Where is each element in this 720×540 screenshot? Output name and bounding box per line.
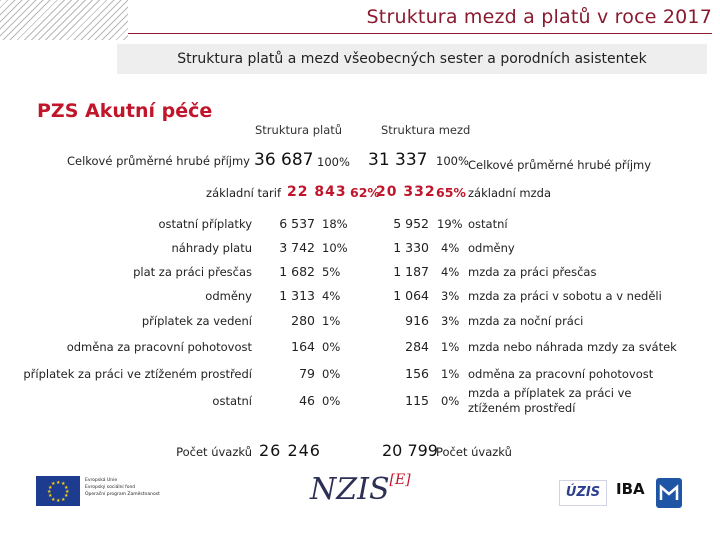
base-mzda-value: 20 332: [376, 184, 436, 200]
column-header-mzdy: Struktura mezd: [381, 123, 471, 137]
base-plat-value: 22 843: [287, 184, 347, 200]
row-right-label: mzda za práci přesčas: [468, 265, 597, 279]
row-right-label: mzda za práci v sobotu a v neděli: [468, 289, 662, 303]
row-plat-value: 3 742: [279, 240, 315, 255]
uzis-logo: ÚZIS: [559, 480, 607, 506]
row-mzda-value: 1 064: [393, 288, 429, 303]
university-logo: [656, 478, 682, 508]
iba-logo: IBA: [616, 480, 645, 498]
nzis-logo-text: NZIS: [310, 472, 390, 507]
row-right-label: mzda a příplatek za práci ve ztíženém prostředí: [468, 386, 632, 415]
total-label-left: Celkové průměrné hrubé příjmy: [66, 154, 250, 168]
eu-funding-text: [85, 477, 160, 498]
row-right-label: ostatní: [468, 217, 508, 231]
row-mzda-pct: 0%: [441, 394, 460, 408]
row-mzda-pct: 1%: [441, 340, 460, 354]
svg-text:★: ★: [48, 493, 53, 499]
row-plat-value: 280: [291, 313, 315, 328]
column-header-platy: Struktura platů: [255, 123, 343, 137]
row-left-label: odměny: [205, 289, 252, 303]
svg-text:★: ★: [51, 481, 56, 487]
section-title: PZS Akutní péče: [37, 100, 213, 122]
row-mzda-value: 5 952: [393, 216, 429, 231]
row-left-label: ostatní: [212, 394, 252, 408]
uvazky-mzda-value: 20 799: [382, 441, 438, 460]
row-plat-pct: 0%: [322, 394, 341, 408]
row-right-label: mzda nebo náhrada mzdy za svátek: [468, 340, 677, 354]
base-mzda-pct: 65%: [436, 185, 466, 200]
row-plat-value: 164: [291, 339, 315, 354]
row-mzda-value: 1 330: [393, 240, 429, 255]
row-plat-pct: 5%: [322, 265, 341, 279]
row-left-label: náhrady platu: [171, 241, 252, 255]
uvazky-plat-value: 26 246: [259, 441, 321, 460]
row-plat-value: 1 313: [279, 288, 315, 303]
total-label-right: Celkové průměrné hrubé příjmy: [468, 158, 652, 172]
uvazky-label-right: Počet úvazků: [436, 445, 512, 459]
uvazky-label-left: Počet úvazků: [176, 445, 252, 459]
slide-title: Struktura mezd a platů v roce 2017: [366, 6, 712, 28]
svg-text:★: ★: [65, 489, 70, 495]
row-left-label: odměna za pracovní pohotovost: [66, 340, 252, 354]
row-plat-value: 1 682: [279, 264, 315, 279]
nzis-logo: [310, 472, 411, 507]
row-plat-pct: 4%: [322, 289, 341, 303]
row-plat-pct: 0%: [322, 340, 341, 354]
row-plat-value: 79: [299, 366, 315, 381]
row-mzda-value: 1 187: [393, 264, 429, 279]
row-left-label: ostatní příplatky: [158, 217, 252, 231]
row-plat-pct: 1%: [322, 314, 341, 328]
svg-text:★: ★: [51, 497, 56, 503]
row-right-label: odměna za pracovní pohotovost: [468, 367, 654, 381]
row-plat-pct: 0%: [322, 367, 341, 381]
svg-text:★: ★: [61, 481, 66, 487]
svg-text:★: ★: [47, 489, 52, 495]
row-right-label: odměny: [468, 241, 515, 255]
svg-text:★: ★: [61, 497, 66, 503]
base-plat-pct: 62%: [350, 185, 380, 200]
total-mzda-value: 31 337: [368, 150, 428, 170]
row-plat-pct: 10%: [322, 241, 348, 255]
row-mzda-pct: 19%: [437, 217, 463, 231]
title-divider: [128, 33, 712, 34]
row-mzda-value: 115: [405, 393, 429, 408]
row-mzda-pct: 3%: [441, 289, 460, 303]
eu-line: Evropská Unie: [85, 478, 118, 483]
svg-text:★: ★: [56, 498, 61, 504]
total-plat-pct: 100%: [317, 155, 350, 169]
base-label-left: základní tarif: [206, 186, 281, 200]
row-mzda-value: 284: [405, 339, 429, 354]
svg-text:★: ★: [64, 493, 69, 499]
subtitle-bar: [117, 44, 707, 74]
svg-text:★: ★: [56, 480, 61, 486]
row-left-label: plat za práci přesčas: [133, 265, 252, 279]
eu-line: Operační program Zaměstnanost: [85, 492, 160, 497]
nzis-logo-sup: [E]: [389, 472, 411, 488]
eu-flag-logo: [36, 476, 80, 506]
eu-line: Evropský sociální fond: [85, 485, 136, 490]
svg-text:★: ★: [48, 485, 53, 491]
row-plat-value: 6 537: [279, 216, 315, 231]
row-plat-value: 46: [299, 393, 315, 408]
row-left-label: příplatek za práci ve ztíženém prostředí: [23, 367, 252, 381]
row-mzda-value: 916: [405, 313, 429, 328]
row-right-label: mzda za noční práci: [468, 314, 584, 328]
total-mzda-pct: 100%: [436, 154, 469, 168]
row-plat-pct: 18%: [322, 217, 348, 231]
row-mzda-value: 156: [405, 366, 429, 381]
total-plat-value: 36 687: [254, 150, 314, 170]
row-mzda-pct: 4%: [441, 265, 460, 279]
decorative-hatch: [0, 0, 128, 40]
subtitle-text: Struktura platů a mezd všeobecných sester a porodních asistentek: [177, 51, 647, 67]
base-label-right: základní mzda: [468, 186, 552, 200]
row-left-label: příplatek za vedení: [141, 314, 252, 328]
row-mzda-pct: 3%: [441, 314, 460, 328]
row-mzda-pct: 1%: [441, 367, 460, 381]
row-mzda-pct: 4%: [441, 241, 460, 255]
svg-text:★: ★: [64, 485, 69, 491]
